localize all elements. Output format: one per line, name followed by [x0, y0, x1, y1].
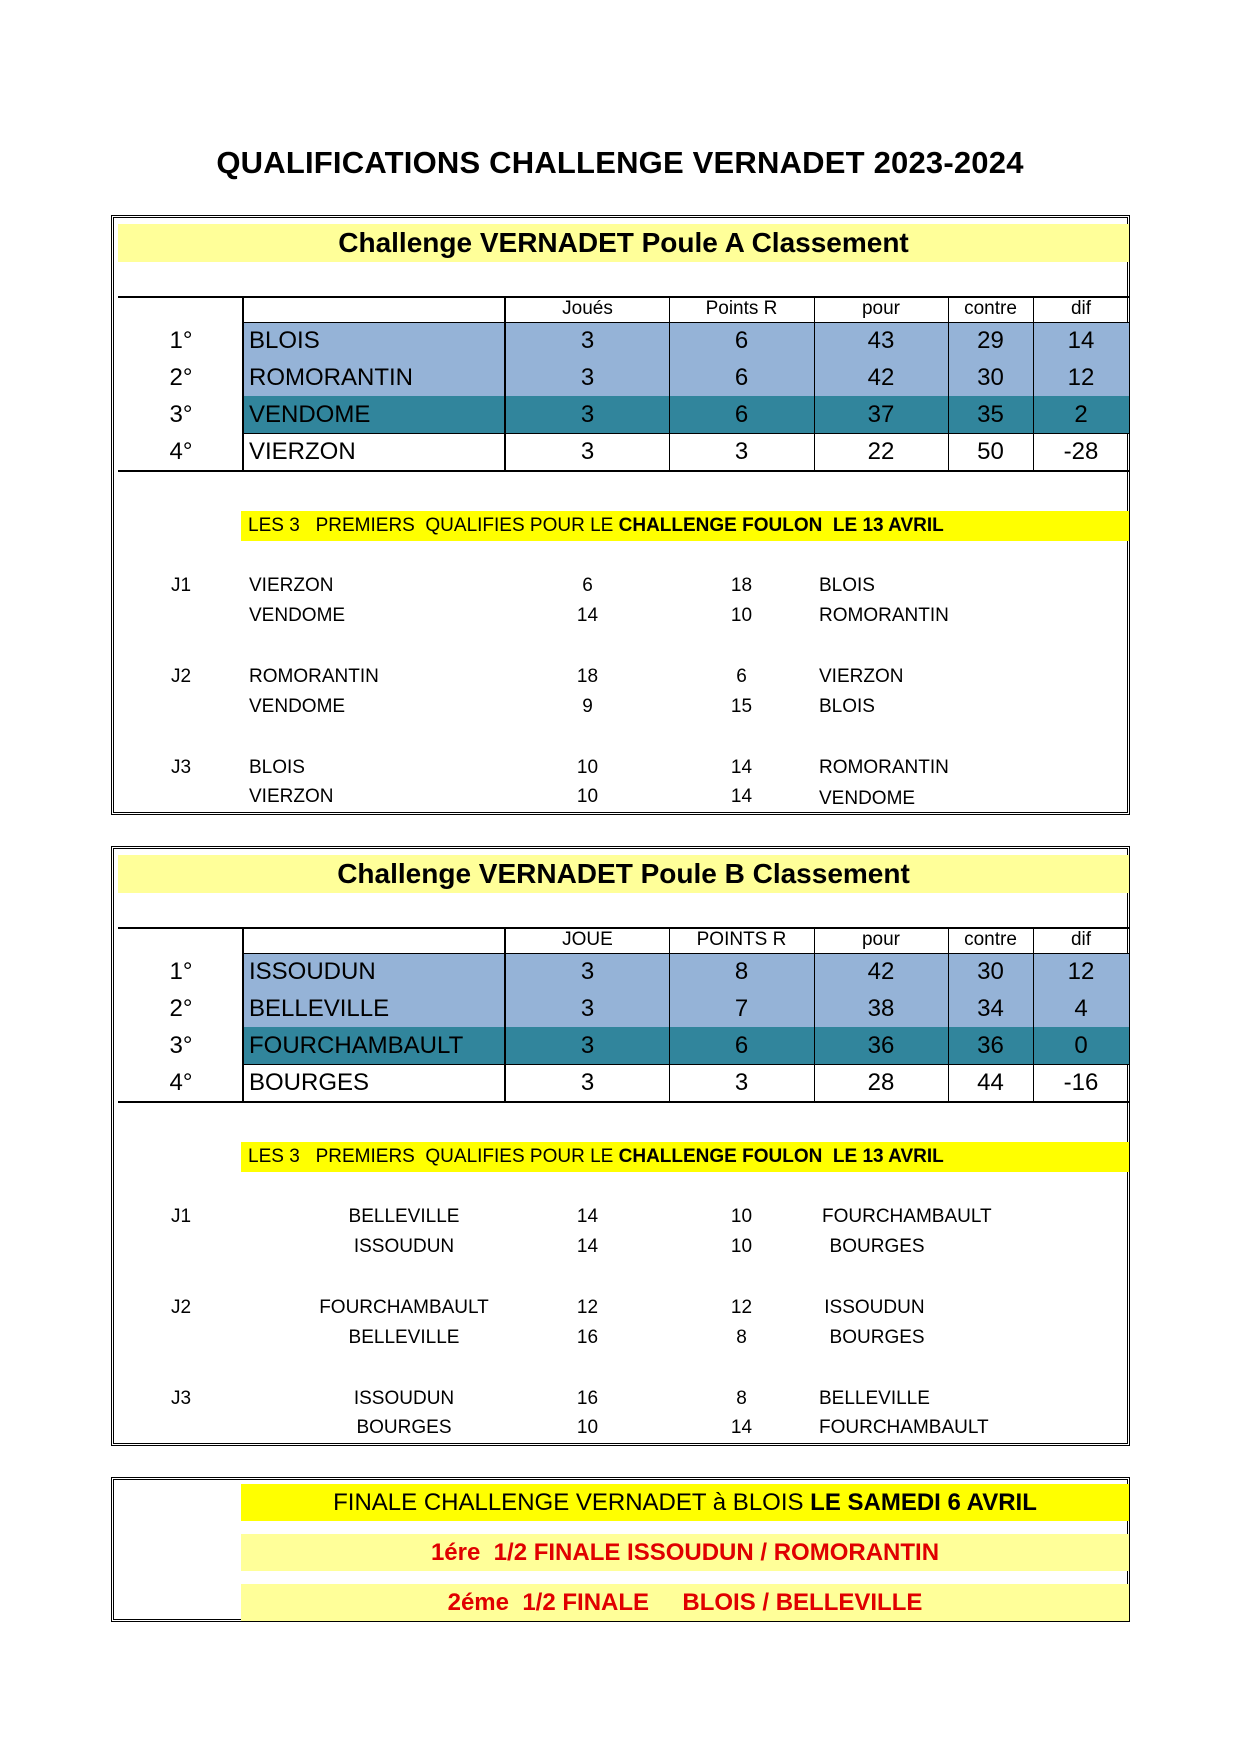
played: 3 [580, 364, 595, 391]
pour: 28 [867, 1069, 895, 1096]
points: 3 [734, 438, 749, 465]
dif: -16 [1063, 1069, 1099, 1096]
col-header-points: POINTS R [696, 929, 787, 950]
points: 3 [734, 1069, 749, 1096]
team-name: BLOIS [249, 327, 320, 354]
rank: 1° [169, 327, 193, 354]
rank: 3° [169, 1032, 193, 1059]
home-score: 14 [576, 1236, 599, 1257]
away-team: BLOIS [819, 696, 875, 717]
col-header-contre: contre [964, 298, 1017, 319]
dif: 14 [1067, 327, 1095, 354]
poule-b-section [111, 846, 1130, 1446]
divider [242, 296, 244, 470]
points: 6 [734, 401, 749, 428]
dif: -28 [1063, 438, 1099, 465]
poule-b-header: Challenge VERNADET Poule B Classement [118, 855, 1129, 893]
away-team: FOURCHAMBAULT [819, 1417, 989, 1438]
away-score: 8 [736, 1327, 747, 1348]
away-score: 6 [736, 666, 747, 687]
matchday: J3 [170, 1388, 192, 1409]
home-score: 10 [576, 1417, 599, 1438]
away-team: ROMORANTIN [819, 605, 949, 626]
home-score: 18 [576, 666, 599, 687]
home-score: 14 [576, 605, 599, 626]
played: 3 [580, 327, 595, 354]
finale-date: LE SAMEDI 6 AVRIL [810, 1489, 1037, 1516]
semi-final-2: 2éme 1/2 FINALE BLOIS / BELLEVILLE [241, 1584, 1129, 1621]
played: 3 [580, 401, 595, 428]
qualif-bold: CHALLENGE FOULON LE 13 AVRIL [618, 515, 944, 536]
home-score: 10 [576, 757, 599, 778]
pour: 22 [867, 438, 895, 465]
home-team: VIERZON [249, 575, 334, 596]
home-score: 14 [576, 1206, 599, 1227]
team-name: VENDOME [249, 401, 371, 428]
rank: 2° [169, 364, 193, 391]
home-team: ISSOUDUN [353, 1388, 455, 1409]
home-team: VIERZON [249, 786, 334, 807]
away-score: 15 [730, 696, 753, 717]
points: 6 [734, 364, 749, 391]
semi-final-1: 1ére 1/2 FINALE ISSOUDUN / ROMORANTIN [241, 1534, 1129, 1571]
qualification-note [241, 511, 1129, 541]
away-score: 10 [730, 1236, 753, 1257]
page-title: QUALIFICATIONS CHALLENGE VERNADET 2023-2024 [216, 145, 1024, 180]
rank: 2° [169, 995, 193, 1022]
dif: 4 [1074, 995, 1088, 1022]
home-score: 9 [582, 696, 593, 717]
dif: 12 [1067, 364, 1095, 391]
col-header-contre: contre [964, 929, 1017, 950]
matchday: J2 [170, 1297, 192, 1318]
home-score: 16 [576, 1327, 599, 1348]
divider [118, 470, 1129, 472]
matchday: J2 [170, 666, 192, 687]
away-score: 18 [730, 575, 753, 596]
away-score: 10 [730, 605, 753, 626]
home-team: ISSOUDUN [353, 1236, 455, 1257]
home-team: BELLEVILLE [348, 1206, 460, 1227]
away-score: 8 [736, 1388, 747, 1409]
points: 8 [734, 958, 749, 985]
finale-announcement [241, 1484, 1129, 1521]
contre: 30 [977, 958, 1004, 985]
col-header-joue: JOUE [562, 929, 613, 950]
contre: 35 [977, 401, 1004, 428]
team-name: BELLEVILLE [249, 995, 390, 1022]
home-score: 10 [576, 786, 599, 807]
pour: 37 [867, 401, 895, 428]
played: 3 [580, 1069, 595, 1096]
played: 3 [580, 958, 595, 985]
home-score: 12 [576, 1297, 599, 1318]
team-name: BOURGES [249, 1069, 370, 1096]
home-team: BELLEVILLE [348, 1327, 460, 1348]
contre: 36 [977, 1032, 1004, 1059]
pour: 42 [867, 364, 895, 391]
played: 3 [580, 995, 595, 1022]
played: 3 [580, 1032, 595, 1059]
matchday: J1 [170, 575, 192, 596]
away-team: VIERZON [819, 666, 904, 687]
col-header-joues: Joués [562, 298, 613, 319]
matchday: J1 [170, 1206, 192, 1227]
away-team: FOURCHAMBAULT [822, 1206, 992, 1227]
pour: 38 [867, 995, 895, 1022]
qualif-prefix: LES 3 PREMIERS QUALIFIES POUR LE [248, 515, 619, 536]
contre: 34 [977, 995, 1004, 1022]
points: 7 [734, 995, 749, 1022]
col-header-pour: pour [861, 929, 901, 950]
qualif-bold: CHALLENGE FOULON LE 13 AVRIL [618, 1146, 944, 1167]
rank: 3° [169, 401, 193, 428]
away-team: BELLEVILLE [819, 1388, 930, 1409]
away-team: BLOIS [819, 575, 875, 596]
pour: 42 [867, 958, 895, 985]
points: 6 [734, 1032, 749, 1059]
away-team: VENDOME [819, 788, 916, 809]
contre: 29 [977, 327, 1004, 354]
col-header-dif: dif [1070, 298, 1092, 319]
team-name: ISSOUDUN [249, 958, 376, 985]
contre: 50 [977, 438, 1004, 465]
away-score: 14 [730, 786, 753, 807]
dif: 0 [1074, 1032, 1088, 1059]
rank: 4° [169, 1069, 193, 1096]
col-header-points: Points R [705, 298, 778, 319]
finale-section [111, 1477, 1130, 1622]
contre: 30 [977, 364, 1004, 391]
rank: 1° [169, 958, 193, 985]
home-team: BOURGES [356, 1417, 452, 1438]
away-score: 14 [730, 757, 753, 778]
rank: 4° [169, 438, 193, 465]
away-score: 14 [730, 1417, 753, 1438]
away-team: BOURGES [819, 1236, 925, 1257]
poule-a-section [111, 215, 1130, 815]
points: 6 [734, 327, 749, 354]
away-team: ROMORANTIN [819, 757, 949, 778]
away-score: 10 [730, 1206, 753, 1227]
col-header-pour: pour [861, 298, 901, 319]
played: 3 [580, 438, 595, 465]
dif: 2 [1074, 401, 1088, 428]
away-team: BOURGES [819, 1327, 925, 1348]
qualif-prefix: LES 3 PREMIERS QUALIFIES POUR LE [248, 1146, 619, 1167]
contre: 44 [977, 1069, 1004, 1096]
finale-prefix: FINALE CHALLENGE VERNADET à BLOIS [333, 1489, 811, 1516]
team-name: FOURCHAMBAULT [249, 1032, 464, 1059]
home-team: ROMORANTIN [249, 666, 379, 687]
home-team: FOURCHAMBAULT [319, 1297, 489, 1318]
away-score: 12 [730, 1297, 753, 1318]
away-team: ISSOUDUN [819, 1297, 925, 1318]
team-name: VIERZON [249, 438, 356, 465]
home-team: VENDOME [249, 696, 346, 717]
qualification-note [241, 1142, 1129, 1172]
home-team: BLOIS [249, 757, 305, 778]
home-score: 6 [582, 575, 593, 596]
pour: 43 [867, 327, 895, 354]
pour: 36 [867, 1032, 895, 1059]
matchday: J3 [170, 757, 192, 778]
divider [242, 927, 244, 1101]
dif: 12 [1067, 958, 1095, 985]
home-team: VENDOME [249, 605, 346, 626]
col-header-dif: dif [1070, 929, 1092, 950]
poule-a-header: Challenge VERNADET Poule A Classement [118, 224, 1129, 262]
divider [118, 1101, 1129, 1103]
home-score: 16 [576, 1388, 599, 1409]
team-name: ROMORANTIN [249, 364, 413, 391]
